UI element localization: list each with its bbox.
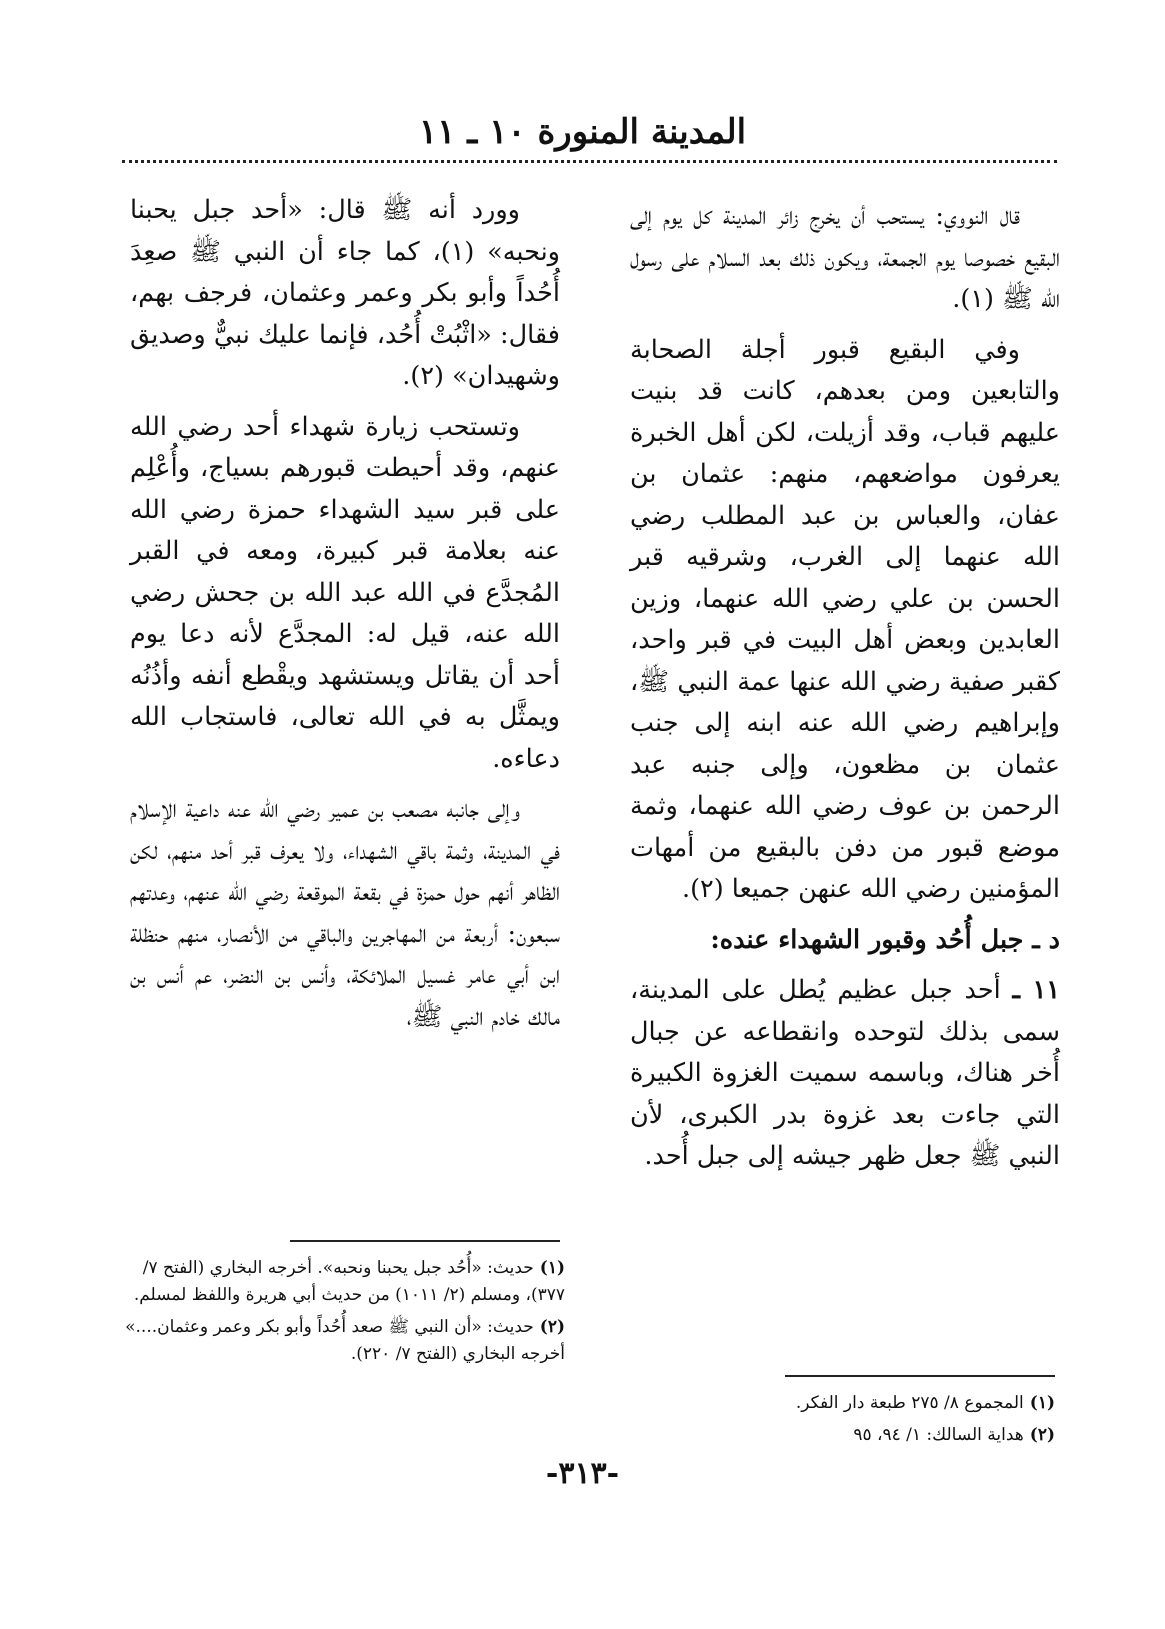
paragraph: وتستحب زيارة شهداء أحد رضي الله عنهم، وقد أحيطت قبورهم بسياج، وأُعْلِم على قبر سيد الشهداء حمزة رضي الله عنه بعلامة قبر كبيرة، ومعه في القبر المُجدَّع في الله عبد الله بن جحش رضي الله عنه، قيل له: المجدَّع لأنه دعا يوم أحد أن يقاتل ويستشهد ويقْطع أنفه وأذُنُه ويمثَّل به في الله تعالى، فاستجاب الله دعاءه. bbox=[130, 411, 560, 774]
footnote bbox=[110, 1314, 565, 1368]
footnote bbox=[110, 1255, 565, 1309]
item-number: ١١ ـ bbox=[1012, 975, 1060, 1005]
page-number: -٣١٣- bbox=[545, 1456, 620, 1491]
item-text: أحد جبل عظيم يُطل على المدينة، سمى بذلك لتوحده وانقطاعه عن جبال أُخر هناك، وباسمه سميت الغزوة الكبيرة التي جاءت بعد غزوة بدر الكبرى، لأن النبي ﷺ جعل ظهر جيشه إلى جبل أُحد. bbox=[630, 975, 1060, 1171]
footnote bbox=[700, 1422, 1055, 1449]
paragraph: وفي البقيع قبور أجلة الصحابة والتابعين ومن بعدهم، كانت قد بنيت عليهم قباب، وقد أزيلت، لكن أهل الخبرة يعرفون مواضعهم، منهم: عثمان بن عفان، والعباس بن عبد المطلب رضي الله عنهما إلى الغرب، وشرقيه قبر الحسن بن علي رضي الله عنهما، وزين العابدين وبعض أهل البيت في قبر واحد، كقبر صفية رضي الله عنها عمة النبي ﷺ، وإبراهيم رضي الله عنه ابنه إلى جنب عثمان بن مظعون، وإلى جنبه عبد الرحمن بن عوف رضي الله عنهما، وثمة موضع قبور من دفن بالبقيع من أمهات المؤمنين رضي الله عنهن جميعا (٢). bbox=[630, 334, 1060, 904]
footnotes-right bbox=[700, 1390, 1055, 1454]
footnote-text: حديث: «أُحُد جبل يحبنا ونحبه». أخرجه البخاري (الفتح ٧/ ٣٧٧)، ومسلم (٢/ ١٠١١) من حديث أبي هريرة واللفظ لمسلم. bbox=[133, 1258, 565, 1305]
right-text-column bbox=[630, 196, 1060, 1187]
left-text-column bbox=[130, 190, 560, 1047]
footnote-divider-right bbox=[785, 1375, 1055, 1377]
footnote-text: حديث: «أن النبي ﷺ صعد أُحُداً وأبو بكر وعمر وعثمان....» أخرجه البخاري (الفتح ٧/ ٢٢٠). bbox=[125, 1317, 565, 1364]
footnote bbox=[700, 1390, 1055, 1417]
footnote-text: هداية السالك: ١/ ٩٤، ٩٥ bbox=[853, 1425, 1024, 1445]
footnote-mark: (١) bbox=[539, 1258, 565, 1278]
paragraph: قال النووي: يستحب أن يخرج زائر المدينة كل يوم إلى البقيع خصوصا يوم الجمعة، ويكون ذلك بعد السلام على رسول الله ﷺ (١). bbox=[630, 201, 1060, 314]
footnote-mark: (٢) bbox=[1029, 1425, 1055, 1445]
paragraph: وورد أنه ﷺ قال: «أحد جبل يحبنا ونحبه» (١)، كما جاء أن النبي ﷺ صعِدَ أُحُداً وأبو بكر وعمر وعثمان، فرجف بهم، فقال: «اثْبُتْ أُحُد، فإنما عليك نبيٌّ وصديق وشهيدان» (٢). bbox=[130, 195, 560, 391]
footnote-text: المجموع ٨/ ٢٧٥ طبعة دار الفكر. bbox=[795, 1393, 1024, 1413]
section-heading: د ـ جبل أُحُد وقبور الشهداء عنده: bbox=[710, 924, 1060, 955]
page-header-title: المدينة المنورة ١٠ ـ ١١ bbox=[418, 112, 747, 152]
paragraph: وإلى جانبه مصعب بن عمير رضي الله عنه داعية الإسلام في المدينة، وثمة باقي الشهداء، ولا يعرف قبر أحد منهم، لكن الظاهر أنهم حول حمزة في بقعة الموقعة رضي الله عنهم، وعدتهم سبعون: أربعة من المهاجرين والباقي من الأنصار، منهم حنظلة ابن أبي عامر غسيل الملائكة، وأنس بن النضر، عم أنس بن مالك خادم النبي ﷺ، bbox=[130, 794, 560, 1032]
header-dotted-divider bbox=[122, 160, 1057, 163]
footnote-mark: (١) bbox=[1029, 1393, 1055, 1413]
footnote-mark: (٢) bbox=[539, 1317, 565, 1337]
footnotes-left bbox=[110, 1255, 565, 1373]
footnote-divider-left bbox=[290, 1240, 560, 1242]
numbered-item bbox=[630, 970, 1060, 1178]
